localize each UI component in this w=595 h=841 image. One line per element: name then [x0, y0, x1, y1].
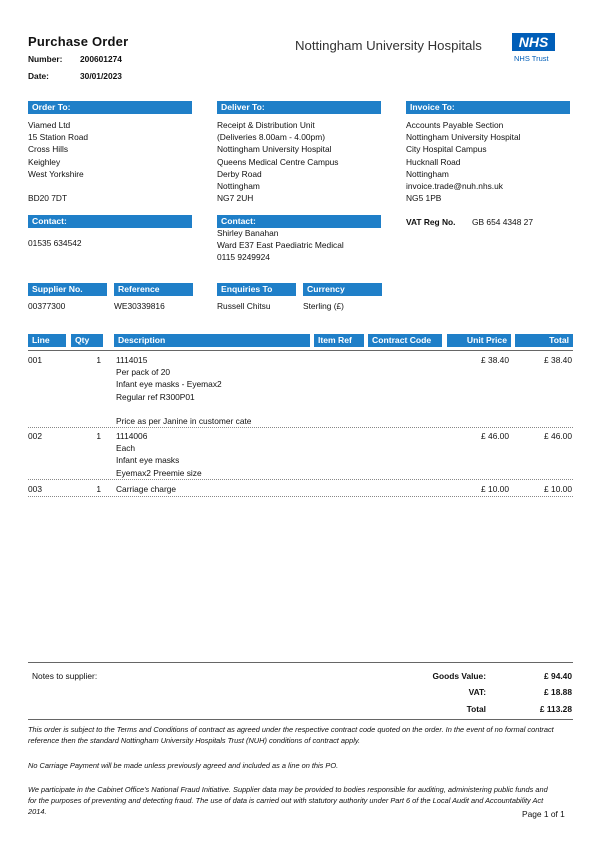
- invoice-to-header: Invoice To:: [406, 101, 570, 114]
- carriage-paragraph: No Carriage Payment will be made unless previously agreed and included as a line on this PO.: [28, 761, 339, 770]
- row-1-unit-price: £ 38.40: [481, 355, 509, 365]
- currency-header: Currency: [303, 283, 382, 296]
- col-description-header: Description: [114, 334, 310, 347]
- number-label: Number:: [28, 54, 63, 64]
- footer-divider: [28, 719, 573, 720]
- order-to-address: [28, 119, 88, 204]
- trust-name: NHS Trust: [514, 54, 549, 63]
- address-line: Nottingham University Hospital: [217, 144, 332, 155]
- description-line: Each: [116, 443, 136, 454]
- row-2-description: [116, 430, 202, 479]
- address-line: Queens Medical Centre Campus: [217, 156, 339, 167]
- address-line: Keighley: [28, 156, 61, 167]
- page-title: Purchase Order: [28, 34, 129, 49]
- row-1-line: 001: [28, 355, 42, 365]
- contact-mid-header: Contact:: [217, 215, 381, 228]
- enquiries-value: Russell Chitsu: [217, 301, 271, 311]
- table-header-divider: [28, 350, 573, 351]
- col-line-header: Line: [28, 334, 66, 347]
- notes-label: Notes to supplier:: [32, 671, 98, 681]
- col-item-ref-header: Item Ref: [314, 334, 364, 347]
- description-line: 1114006: [116, 431, 148, 441]
- fraud-paragraph: We participate in the Cabinet Office's National Fraud Initiative. Supplier data may be provided to bodies responsible for auditing, administering public funds and for the purposes of preventing and detecting fraud. The use of data is carried out with statutory authority under Part 6 of the Local Audit and Accountability Act 2014.: [28, 785, 548, 816]
- address-line: BD20 7DT: [28, 193, 68, 204]
- enquiries-header: Enquiries To: [217, 283, 296, 296]
- description-line: Infant eye masks: [116, 455, 180, 466]
- row-1-description: [116, 354, 251, 427]
- reference-value: WE30339816: [114, 301, 165, 311]
- col-contract-code-header: Contract Code: [368, 334, 442, 347]
- row-3-unit-price: £ 10.00: [481, 484, 509, 494]
- contact-mid-details: [217, 227, 344, 264]
- row-divider: [28, 427, 573, 428]
- total-label: Total: [466, 704, 486, 714]
- row-divider: [28, 479, 573, 480]
- currency-value: Sterling (£): [303, 301, 344, 311]
- description-line: 1114015: [116, 355, 148, 365]
- total-value: £ 113.28: [539, 704, 572, 714]
- vat-value: £ 18.88: [544, 687, 572, 697]
- contact-line: 0115 9249924: [217, 252, 270, 263]
- col-qty-header: Qty: [71, 334, 103, 347]
- address-line: Nottingham: [217, 181, 260, 192]
- address-line: Nottingham University Hospital: [406, 132, 521, 143]
- date-label: Date:: [28, 71, 49, 81]
- address-line: invoice.trade@nuh.nhs.uk: [406, 181, 503, 192]
- col-total-header: Total: [515, 334, 573, 347]
- page-number: Page 1 of 1: [522, 809, 565, 819]
- address-line: Nottingham: [406, 168, 449, 179]
- date-value: 30/01/2023: [80, 71, 122, 81]
- row-3-line: 003: [28, 484, 42, 494]
- description-line: Regular ref R300P01: [116, 391, 195, 402]
- address-line: City Hospital Campus: [406, 144, 487, 155]
- address-line: NG7 2UH: [217, 193, 254, 204]
- goods-value: £ 94.40: [544, 671, 572, 681]
- supplier-no-header: Supplier No.: [28, 283, 107, 296]
- description-line: Eyemax2 Preemie size: [116, 467, 202, 478]
- address-line: Viamed Ltd: [28, 120, 71, 130]
- address-line: 15 Station Road: [28, 132, 89, 143]
- reference-header: Reference: [114, 283, 193, 296]
- address-line: Cross Hills: [28, 144, 69, 155]
- row-3-description: Carriage charge: [116, 484, 177, 494]
- terms-paragraph: This order is subject to the Terms and Conditions of contract as agreed under the respective contract code quoted on the order. In the event of no formal contract reference then the standard Nottingham University Hospitals Trust (NUH) conditions of contract apply.: [28, 725, 554, 745]
- row-1-qty: 1: [96, 355, 101, 365]
- supplier-no-value: 00377300: [28, 301, 66, 311]
- col-unit-price-header: Unit Price: [447, 334, 511, 347]
- summary-top-divider: [28, 662, 573, 663]
- goods-value-label: Goods Value:: [432, 671, 486, 681]
- description-line: Price as per Janine in customer cate: [116, 416, 252, 426]
- row-3-qty: 1: [96, 484, 101, 494]
- contact-line: Ward E37 East Paediatric Medical: [217, 240, 344, 251]
- address-line: Accounts Payable Section: [406, 120, 504, 130]
- address-line: (Deliveries 8.00am - 4.00pm): [217, 132, 325, 143]
- number-value: 200601274: [80, 54, 122, 64]
- contact-left-value: 01535 634542: [28, 238, 82, 248]
- contact-left-header: Contact:: [28, 215, 192, 228]
- vat-label: VAT:: [468, 687, 486, 697]
- invoice-to-address: [406, 119, 521, 204]
- address-line: [28, 180, 88, 192]
- order-to-header: Order To:: [28, 101, 192, 114]
- address-line: Derby Road: [217, 168, 262, 179]
- contact-line: Shirley Banahan: [217, 228, 279, 238]
- org-name: Nottingham University Hospitals: [295, 38, 482, 53]
- vat-reg-value: GB 654 4348 27: [472, 217, 534, 227]
- row-2-line: 002: [28, 431, 42, 441]
- description-line: Infant eye masks - Eyemax2: [116, 379, 222, 390]
- address-line: West Yorkshire: [28, 168, 84, 179]
- address-line: Hucknall Road: [406, 156, 461, 167]
- row-3-total: £ 10.00: [544, 484, 572, 494]
- description-line: [116, 403, 251, 415]
- address-line: NG5 1PB: [406, 193, 442, 204]
- nhs-logo: NHS: [512, 33, 555, 51]
- description-line: Per pack of 20: [116, 367, 171, 378]
- address-line: Receipt & Distribution Unit: [217, 120, 315, 130]
- row-2-total: £ 46.00: [544, 431, 572, 441]
- deliver-to-address: [217, 119, 339, 204]
- vat-reg-label: VAT Reg No.: [406, 217, 456, 227]
- row-divider: [28, 496, 573, 497]
- row-2-qty: 1: [96, 431, 101, 441]
- row-1-total: £ 38.40: [544, 355, 572, 365]
- deliver-to-header: Deliver To:: [217, 101, 381, 114]
- row-2-unit-price: £ 46.00: [481, 431, 509, 441]
